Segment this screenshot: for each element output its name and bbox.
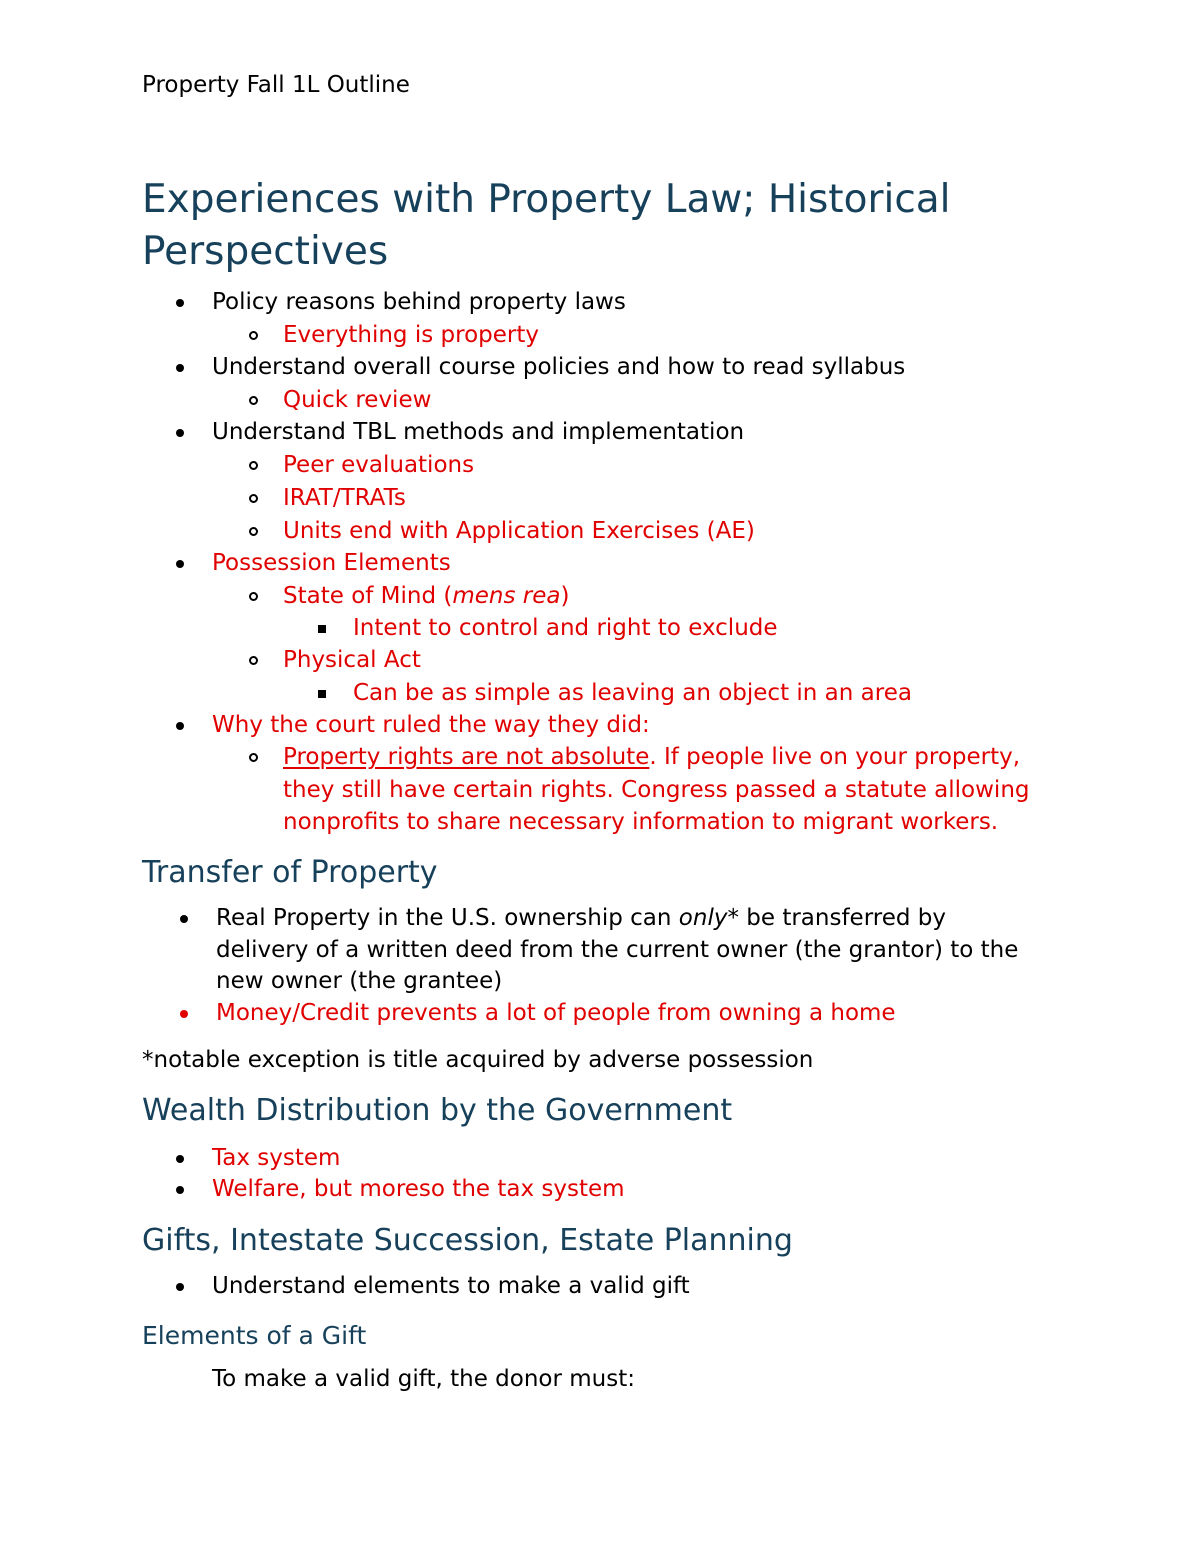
bullet-circle-icon bbox=[249, 494, 258, 503]
page-header: Property Fall 1L Outline bbox=[142, 72, 410, 98]
section-title-experiences-line1: Experiences with Property Law; Historical bbox=[142, 177, 951, 222]
bullet-dot-icon bbox=[176, 429, 184, 437]
only-emphasis: only bbox=[678, 905, 728, 931]
list-item: Understand elements to make a valid gift bbox=[212, 1273, 690, 1299]
section-title-experiences-line2: Perspectives bbox=[142, 229, 389, 274]
bullet-circle-icon bbox=[249, 753, 258, 762]
bullet-dot-icon bbox=[180, 915, 188, 923]
bullet-dot-icon bbox=[176, 299, 184, 307]
bullet-dot-icon bbox=[176, 560, 184, 568]
list-item-continuation: new owner (the grantee) bbox=[216, 968, 503, 994]
list-item: Tax system bbox=[212, 1145, 341, 1171]
list-item: Can be as simple as leaving an object in an area bbox=[353, 680, 912, 706]
list-item: Understand TBL methods and implementation bbox=[212, 419, 745, 445]
list-item: Why the court ruled the way they did: bbox=[212, 712, 650, 738]
bullet-dot-icon bbox=[176, 364, 184, 372]
list-item: Understand overall course policies and how to read syllabus bbox=[212, 354, 906, 380]
list-item: Intent to control and right to exclude bbox=[353, 615, 778, 641]
bullet-dot-icon bbox=[176, 1283, 184, 1291]
list-item-continuation: nonprofits to share necessary information to migrant workers. bbox=[283, 809, 999, 835]
section-title-gifts: Gifts, Intestate Succession, Estate Planning bbox=[142, 1223, 793, 1258]
bullet-dot-icon bbox=[176, 1186, 184, 1194]
section-title-wealth: Wealth Distribution by the Government bbox=[142, 1093, 733, 1128]
list-item-continuation: delivery of a written deed from the current owner (the grantor) to the bbox=[216, 937, 1019, 963]
list-item: Quick review bbox=[283, 387, 432, 413]
bullet-dot-icon bbox=[180, 1010, 188, 1018]
bullet-circle-icon bbox=[249, 592, 258, 601]
footnote-text: *notable exception is title acquired by adverse possession bbox=[142, 1047, 814, 1073]
bullet-circle-icon bbox=[249, 396, 258, 405]
real-property-text: Real Property in the U.S. ownership can bbox=[216, 905, 679, 931]
state-of-mind-close: ) bbox=[560, 583, 570, 609]
bullet-circle-icon bbox=[249, 656, 258, 665]
bullet-square-icon bbox=[318, 625, 326, 633]
bullet-circle-icon bbox=[249, 461, 258, 470]
mens-rea-text: mens rea bbox=[452, 583, 561, 609]
state-of-mind-text: State of Mind ( bbox=[283, 583, 453, 609]
real-property-rest: * be transferred by bbox=[727, 905, 946, 931]
list-item: Units end with Application Exercises (AE) bbox=[283, 518, 755, 544]
list-item bbox=[283, 581, 570, 611]
section-title-transfer: Transfer of Property bbox=[142, 855, 438, 890]
list-item: Money/Credit prevents a lot of people from owning a home bbox=[216, 1000, 896, 1026]
list-item: Possession Elements bbox=[212, 550, 451, 576]
list-item: Welfare, but moreso the tax system bbox=[212, 1176, 625, 1202]
list-item: Policy reasons behind property laws bbox=[212, 289, 626, 315]
subsection-title-elements-of-gift: Elements of a Gift bbox=[142, 1321, 367, 1350]
list-item: Everything is property bbox=[283, 322, 539, 348]
list-item bbox=[283, 742, 1020, 772]
bullet-dot-icon bbox=[176, 722, 184, 730]
bullet-circle-icon bbox=[249, 527, 258, 536]
property-rights-rest: . If people live on your property, bbox=[649, 744, 1021, 770]
list-item bbox=[216, 903, 946, 933]
bullet-circle-icon bbox=[249, 331, 258, 340]
list-item: IRAT/TRATs bbox=[283, 485, 406, 511]
list-item-continuation: they still have certain rights. Congress passed a statute allowing bbox=[283, 777, 1030, 803]
paragraph-text: To make a valid gift, the donor must: bbox=[212, 1366, 635, 1392]
list-item: Peer evaluations bbox=[283, 452, 475, 478]
list-item: Physical Act bbox=[283, 647, 421, 673]
bullet-dot-icon bbox=[176, 1155, 184, 1163]
bullet-square-icon bbox=[318, 690, 326, 698]
property-rights-underlined: Property rights are not absolute bbox=[283, 744, 650, 770]
